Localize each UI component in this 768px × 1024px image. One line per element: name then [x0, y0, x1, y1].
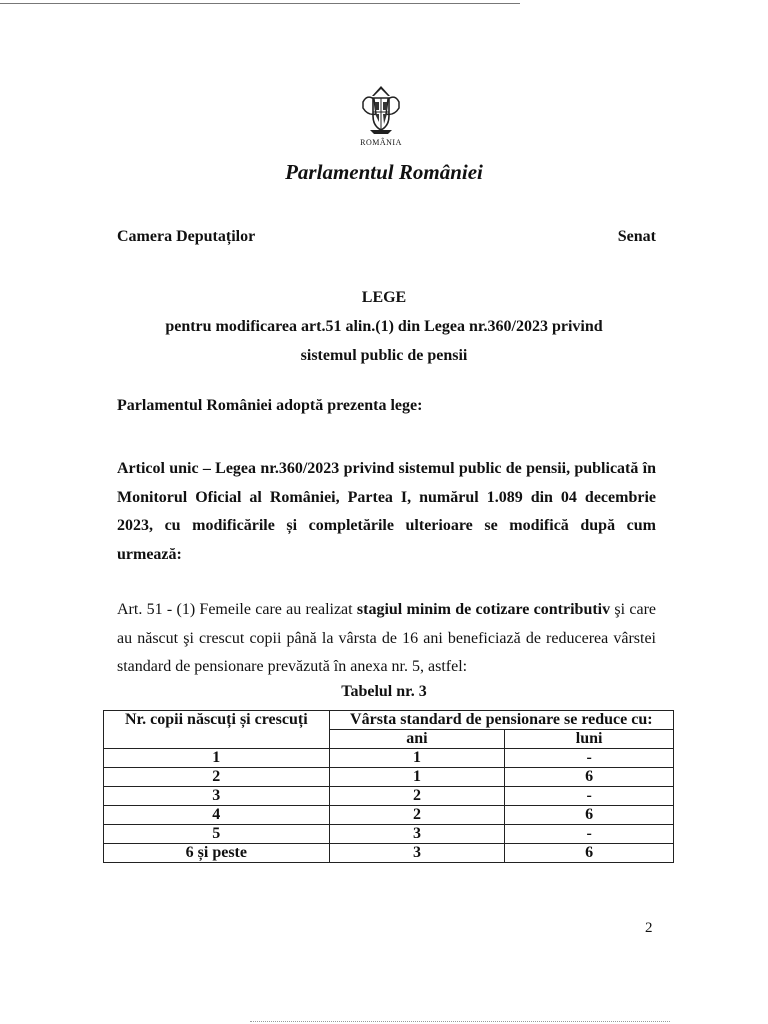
law-title-line-1: pentru modificarea art.51 alin.(1) din Legea nr.360/2023 privind [165, 318, 603, 335]
table-header-row [104, 711, 674, 730]
cell-children: 1 [104, 749, 330, 768]
art51-suffix: şi care au născut şi crescut copii până la vârsta de 16 ani beneficiază de reducerea vârstei standard de pensionare prevăzută în anexa nr. 5, astfel: [117, 601, 657, 675]
cell-children: 6 și peste [104, 844, 330, 863]
table-row [104, 749, 674, 768]
table-title: Tabelul nr. 3 [341, 683, 427, 700]
article-51-text [117, 596, 656, 682]
law-title-block [100, 283, 668, 370]
page-number: 2 [645, 920, 653, 936]
header-reduction: Vârsta standard de pensionare se reduce cu: [329, 711, 673, 730]
cell-years: 1 [329, 749, 505, 768]
chamber-senate: Senat [617, 228, 656, 245]
art51-bold: stagiul minim de cotizare contributiv [356, 601, 611, 618]
cell-years: 2 [329, 806, 505, 825]
art51-prefix: Art. 51 - (1) Femeile care au realizat [117, 601, 357, 618]
romania-coat-of-arms-icon [358, 84, 404, 136]
cell-months: 6 [505, 806, 674, 825]
header-children: Nr. copii născuți și crescuți [104, 711, 330, 749]
cell-children: 5 [104, 825, 330, 844]
cell-children: 3 [104, 787, 330, 806]
table-row [104, 768, 674, 787]
cell-years: 2 [329, 787, 505, 806]
law-title-line-2: sistemul public de pensii [300, 347, 468, 364]
header-years: ani [329, 730, 505, 749]
pension-reduction-table [103, 710, 674, 863]
cell-years: 3 [329, 844, 505, 863]
chambers-row [117, 228, 656, 246]
top-rule [0, 3, 520, 4]
adoption-statement: Parlamentul României adoptă prezenta lege: [117, 397, 423, 414]
table-row [104, 806, 674, 825]
cell-months: - [505, 825, 674, 844]
cell-months: - [505, 787, 674, 806]
cell-years: 1 [329, 768, 505, 787]
article-unic: Articol unic – Legea nr.360/2023 privind sistemul public de pensii, publicată în Monitorul Oficial al României, Partea I, numărul 1.089 din 04 decembrie 2023, cu modificările și completările ulterioare se modifică după cum urmează: [117, 460, 656, 563]
cell-children: 4 [104, 806, 330, 825]
emblem-label: ROMÂNIA [360, 138, 402, 147]
header-months: luni [505, 730, 674, 749]
parliament-title: Parlamentul României [285, 160, 483, 184]
table-row [104, 787, 674, 806]
cell-months: - [505, 749, 674, 768]
cell-months: 6 [505, 768, 674, 787]
cell-months: 6 [505, 844, 674, 863]
table-row [104, 825, 674, 844]
law-heading: LEGE [361, 289, 407, 306]
chamber-deputies: Camera Deputaților [117, 228, 256, 245]
cell-children: 2 [104, 768, 330, 787]
table-row [104, 844, 674, 863]
cell-years: 3 [329, 825, 505, 844]
bottom-rule [250, 1021, 670, 1022]
